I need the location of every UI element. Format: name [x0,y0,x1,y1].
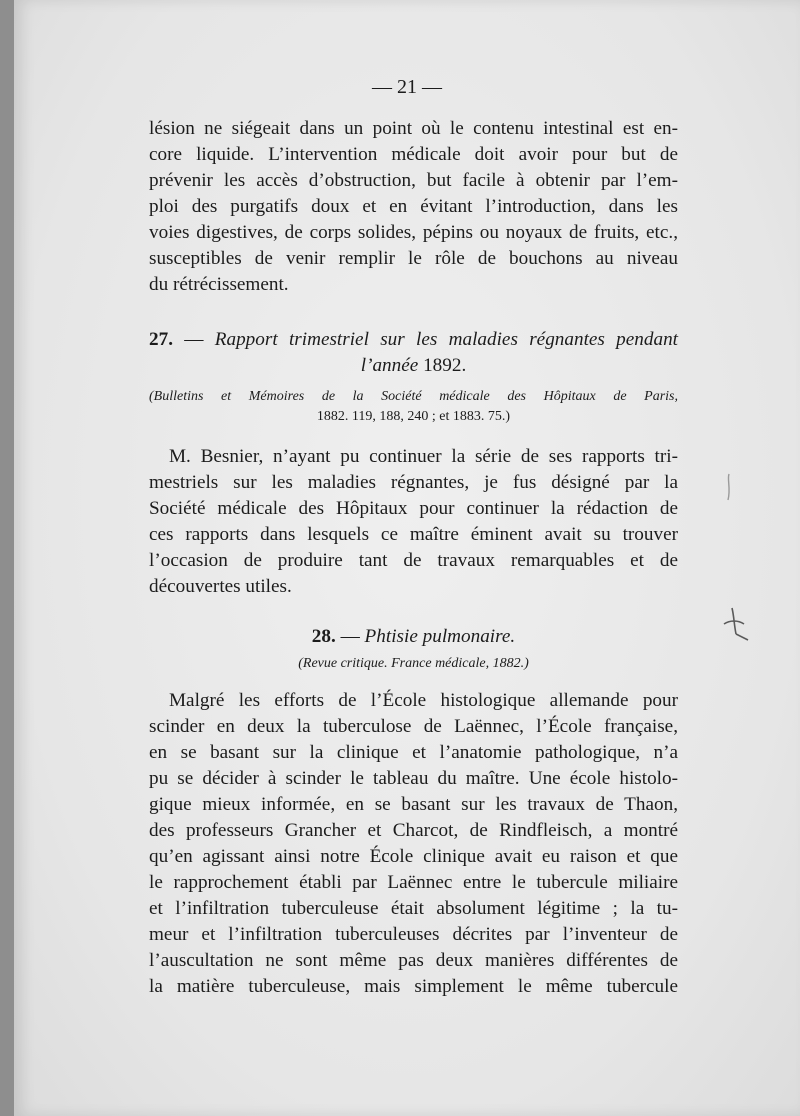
section-title: Rapport trimestriel sur les maladies régnantes pendant [214,329,678,350]
text-line: le rapprochement établi par Laënnec entre le tubercule miliaire [149,872,678,893]
paragraph-continued [149,116,678,298]
text-line: qu’en agissant ainsi notre École clinique avait eu raison et que [149,846,678,867]
section-title-line [149,624,678,650]
paragraph-besnier [149,444,678,600]
text-line: ploi des purgatifs doux et en évitant l’introduction, dans les [149,196,678,217]
text-line: susceptibles de venir remplir le rôle de bouchons au niveau [149,248,678,269]
section-title: Phtisie pulmonaire. [364,626,516,647]
section-title-line [149,327,678,353]
reference-line: 1882. 119, 188, 240 ; et 1883. 75.) [316,409,511,424]
book-page [14,0,800,1116]
text-line: lésion ne siégeait dans un point où le contenu intestinal est en- [149,118,678,139]
text-line: Malgré les efforts de l’École histologique allemande pour [169,690,678,711]
text-line: et l’infiltration tuberculeuse était absolument légitime ; la tu- [149,898,678,919]
text-line: core liquide. L’intervention médicale doit avoir pour but de [149,144,678,165]
section-28-heading [149,624,678,650]
section-title: l’année [360,355,419,376]
text-line: en se basant sur la clinique et l’anatomie pathologique, n’a [149,742,678,763]
text-line: l’occasion de produire tant de travaux remarquables et de [149,550,678,571]
section-dash: — [340,626,360,647]
text-line: ces rapports dans lesquels ce maître éminent avait su trouver [149,524,678,545]
pencil-mark-icon [717,470,741,510]
text-line: scinder en deux la tuberculose de Laënnec, l’École française, [149,716,678,737]
section-27-heading [149,327,678,379]
section-year: 1892. [423,355,467,376]
text-line: meur et l’infiltration tuberculeuses décrites par l’inventeur de [149,924,678,945]
section-28-reference [149,654,678,674]
section-number: 27. [149,329,173,350]
text-line: des professeurs Grancher et Charcot, de Rindfleisch, a montré [149,820,678,841]
text-line: découvertes utiles. [149,576,292,597]
text-line: pu se décider à scinder le tableau du maître. Une école histolo- [149,768,678,789]
text-line: mestriels sur les maladies régnantes, je fus désigné par la [149,472,678,493]
text-line: du rétrécissement. [149,274,289,295]
section-27-reference [149,387,678,427]
text-line: M. Besnier, n’ayant pu continuer la série de ses rapports tri- [169,446,678,467]
text-line: gique mieux informée, en se basant sur les travaux de Thaon, [149,794,678,815]
section-dash: — [184,329,204,350]
section-title-line [149,353,678,379]
text-line: voies digestives, de corps solides, pépins ou noyaux de fruits, etc., [149,222,678,243]
reference-line: (Revue critique. France médicale, 1882.) [298,656,529,671]
text-line: prévenir les accès d’obstruction, but facile à obtenir par l’em- [149,170,678,191]
text-line: Société médicale des Hôpitaux pour continuer la rédaction de [149,498,678,519]
page-number: — 21 — [372,76,442,98]
paragraph-phtisie [149,688,678,1000]
pencil-annotation-icon [714,602,754,642]
section-number: 28. [311,626,336,647]
reference-line: (Bulletins et Mémoires de la Société médicale des Hôpitaux de Paris, [149,389,678,404]
text-line: l’auscultation ne sont même pas deux manières différentes de [149,950,678,971]
text-line: la matière tuberculeuse, mais simplement le même tubercule [149,976,678,997]
